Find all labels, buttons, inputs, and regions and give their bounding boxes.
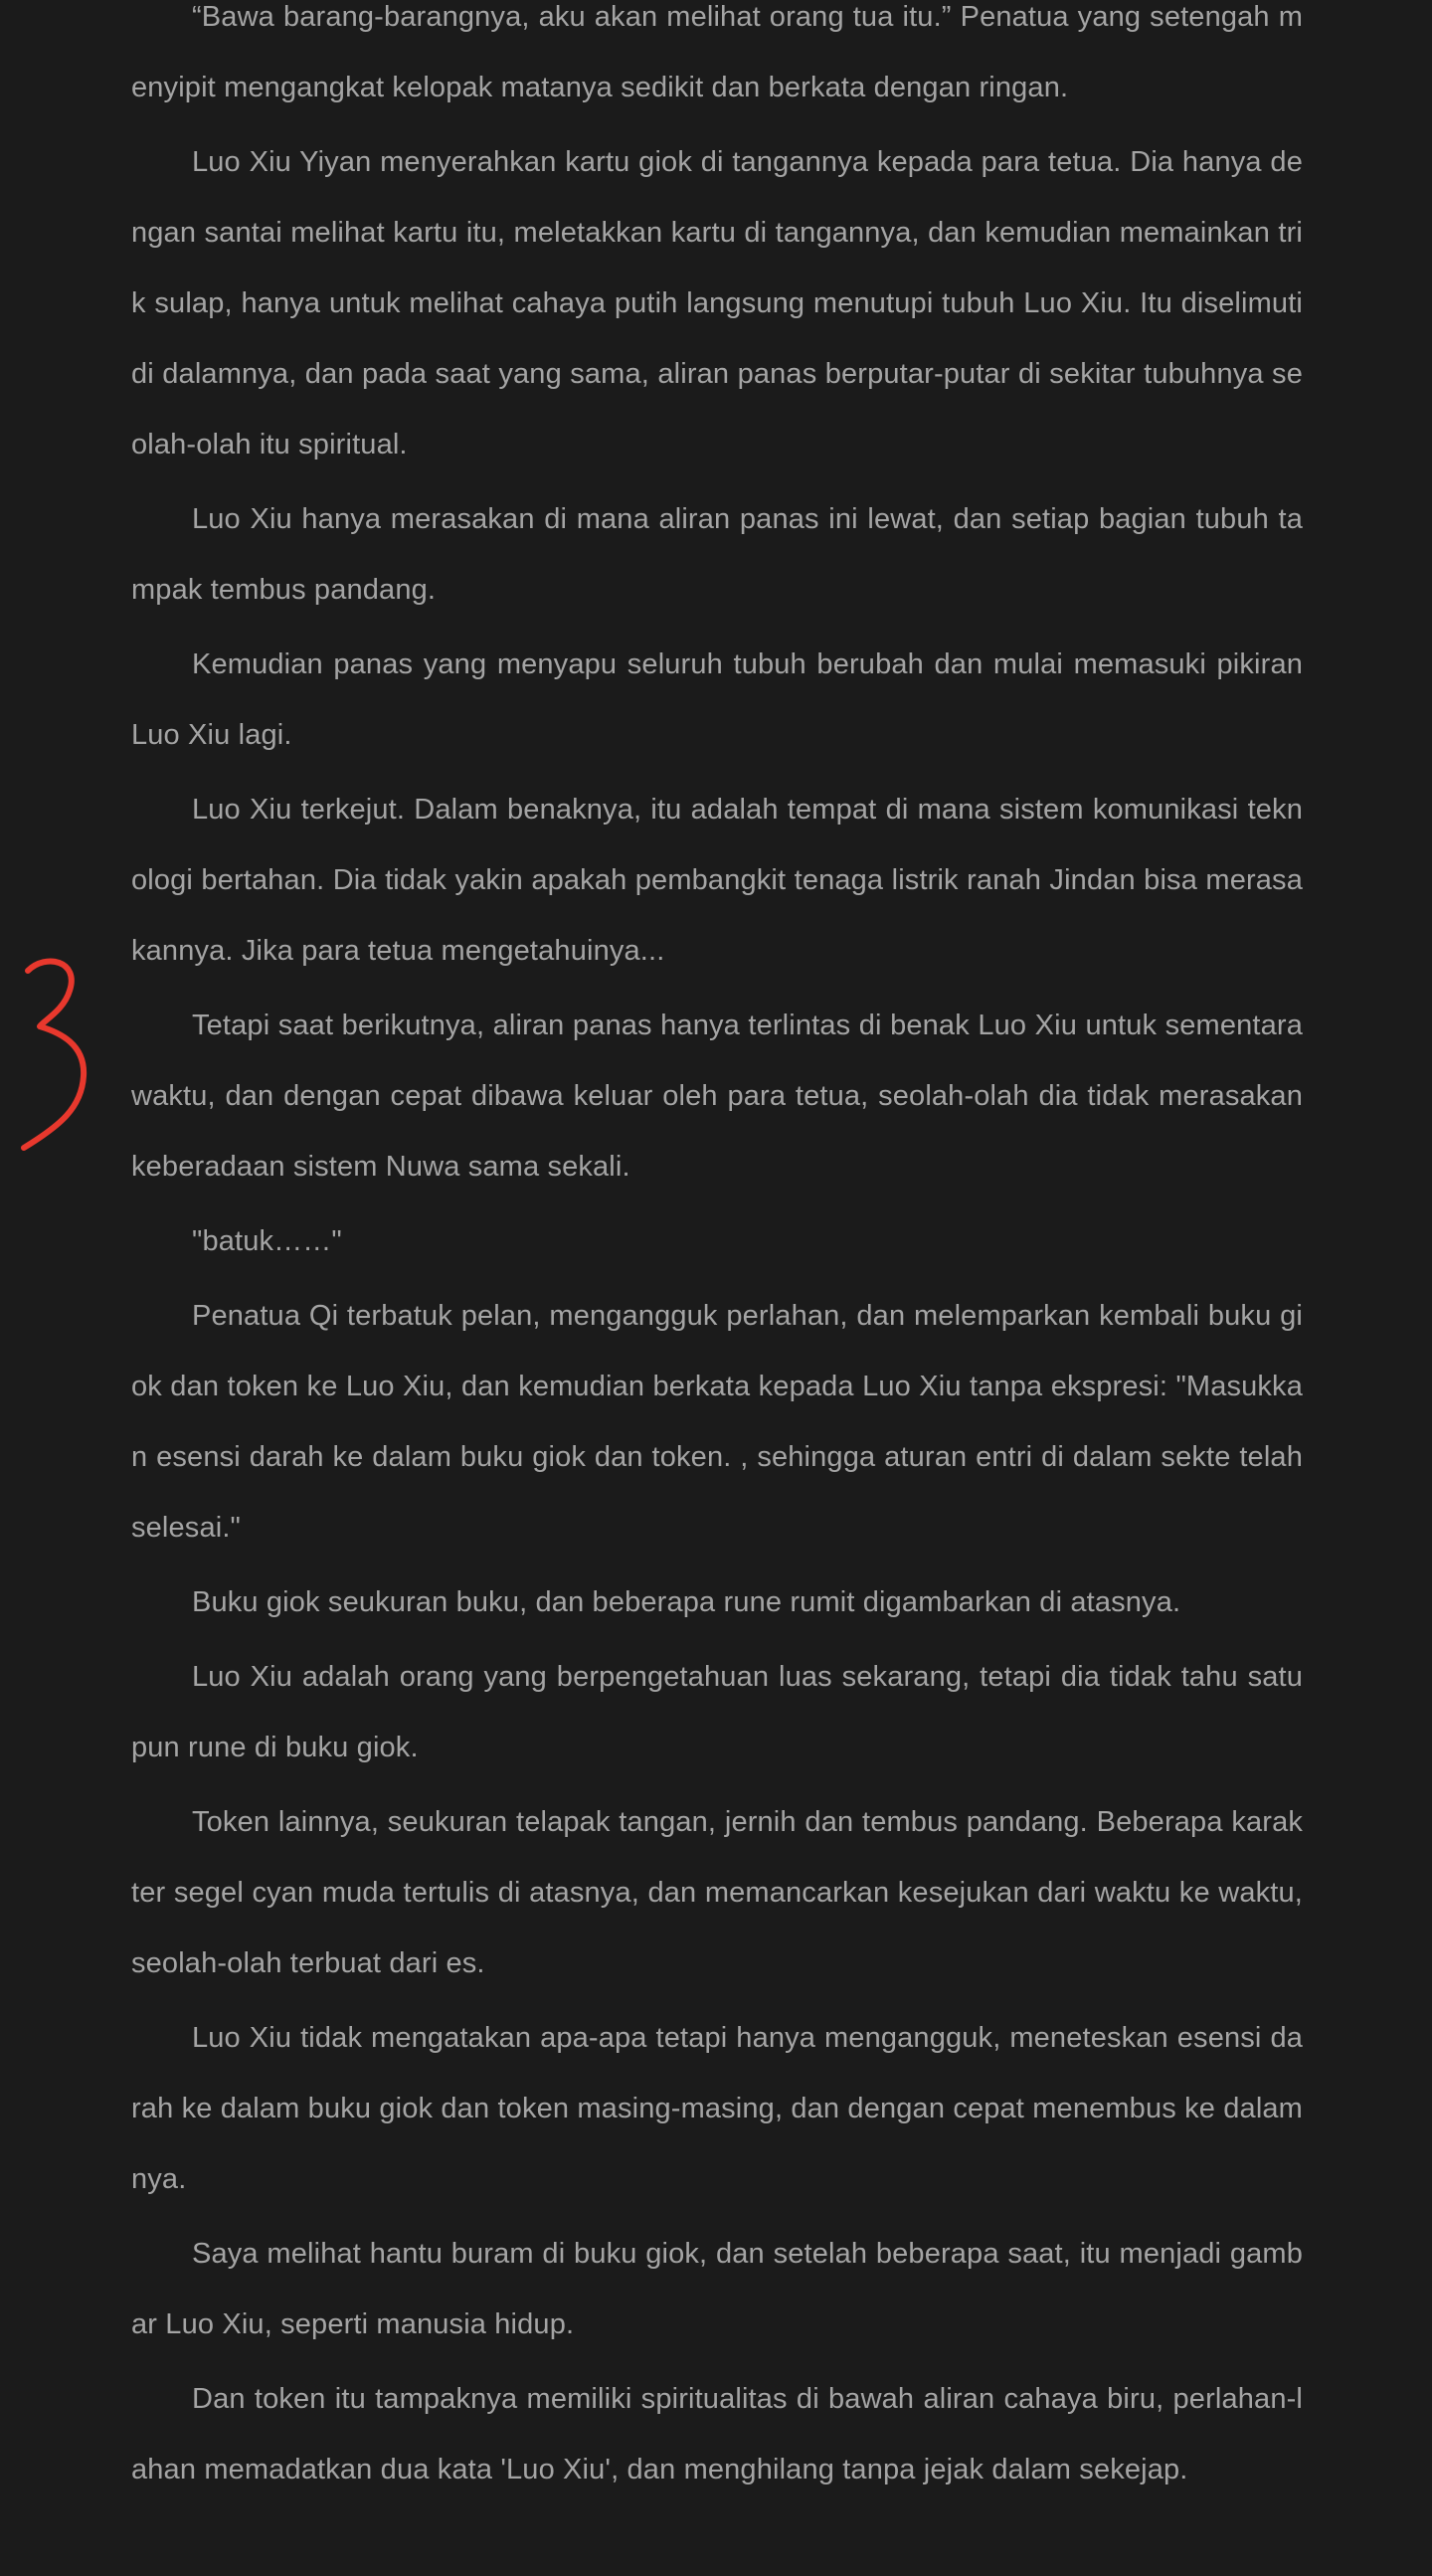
paragraph: Buku giok seukuran buku, dan beberapa rune rumit digambarkan di atasnya. bbox=[192, 1586, 1181, 1618]
paragraph: Kemudian panas yang menyapu seluruh tubuh berubah dan mulai memasuki pikiran Luo Xiu lagi. bbox=[131, 648, 1303, 751]
paragraph: Luo Xiu terkejut. Dalam benaknya, itu adalah tempat di mana sistem komunikasi teknologi bertahan. Dia tidak yakin apakah pembangkit tenaga listrik ranah Jindan bisa merasakannya. Jika para tetua mengetahuinya... bbox=[131, 794, 1303, 967]
chapter-text bbox=[131, 0, 1303, 2505]
paragraph: Dan token itu tampaknya memiliki spiritualitas di bawah aliran cahaya biru, perlahan-lahan memadatkan dua kata 'Luo Xiu', dan menghilang tanpa jejak dalam sekejap. bbox=[131, 2383, 1303, 2485]
paragraph: "batuk……" bbox=[192, 1225, 342, 1257]
paragraph: Luo Xiu hanya merasakan di mana aliran panas ini lewat, dan setiap bagian tubuh tampak tembus pandang. bbox=[131, 503, 1303, 606]
paragraph: Luo Xiu tidak mengatakan apa-apa tetapi hanya mengangguk, meneteskan esensi darah ke dalam buku giok dan token masing-masing, dan dengan cepat menembus ke dalamnya. bbox=[131, 2022, 1303, 2195]
paragraph: Luo Xiu adalah orang yang berpengetahuan luas sekarang, tetapi dia tidak tahu satu pun rune di buku giok. bbox=[131, 1661, 1303, 1763]
paragraph: Saya melihat hantu buram di buku giok, dan setelah beberapa saat, itu menjadi gambar Luo Xiu, seperti manusia hidup. bbox=[131, 2238, 1303, 2340]
paragraph: Token lainnya, seukuran telapak tangan, jernih dan tembus pandang. Beberapa karakter segel cyan muda tertulis di atasnya, dan memancarkan kesejukan dari waktu ke waktu, seolah-olah terbuat dari es. bbox=[131, 1806, 1303, 1979]
chapter-number-three-mark bbox=[14, 953, 103, 1152]
paragraph: Luo Xiu Yiyan menyerahkan kartu giok di tangannya kepada para tetua. Dia hanya dengan santai melihat kartu itu, meletakkan kartu di tangannya, dan kemudian memainkan trik sulap, hanya untuk melihat cahaya putih langsung menutupi tubuh Luo Xiu. Itu diselimuti di dalamnya, dan pada saat yang sama, aliran panas berputar-putar di sekitar tubuhnya seolah-olah itu spiritual. bbox=[131, 146, 1303, 460]
paragraph: Penatua Qi terbatuk pelan, mengangguk perlahan, dan melemparkan kembali buku giok dan token ke Luo Xiu, dan kemudian berkata kepada Luo Xiu tanpa ekspresi: "Masukkan esensi darah ke dalam buku giok dan token. , sehingga aturan entri di dalam sekte telah selesai." bbox=[131, 1300, 1303, 1544]
paragraph: Tetapi saat berikutnya, aliran panas hanya terlintas di benak Luo Xiu untuk sementara waktu, dan dengan cepat dibawa keluar oleh para tetua, seolah-olah dia tidak merasakan keberadaan sistem Nuwa sama sekali. bbox=[131, 1010, 1303, 1183]
paragraph: “Bawa barang-barangnya, aku akan melihat orang tua itu.” Penatua yang setengah menyipit mengangkat kelopak matanya sedikit dan berkata dengan ringan. bbox=[131, 1, 1303, 103]
